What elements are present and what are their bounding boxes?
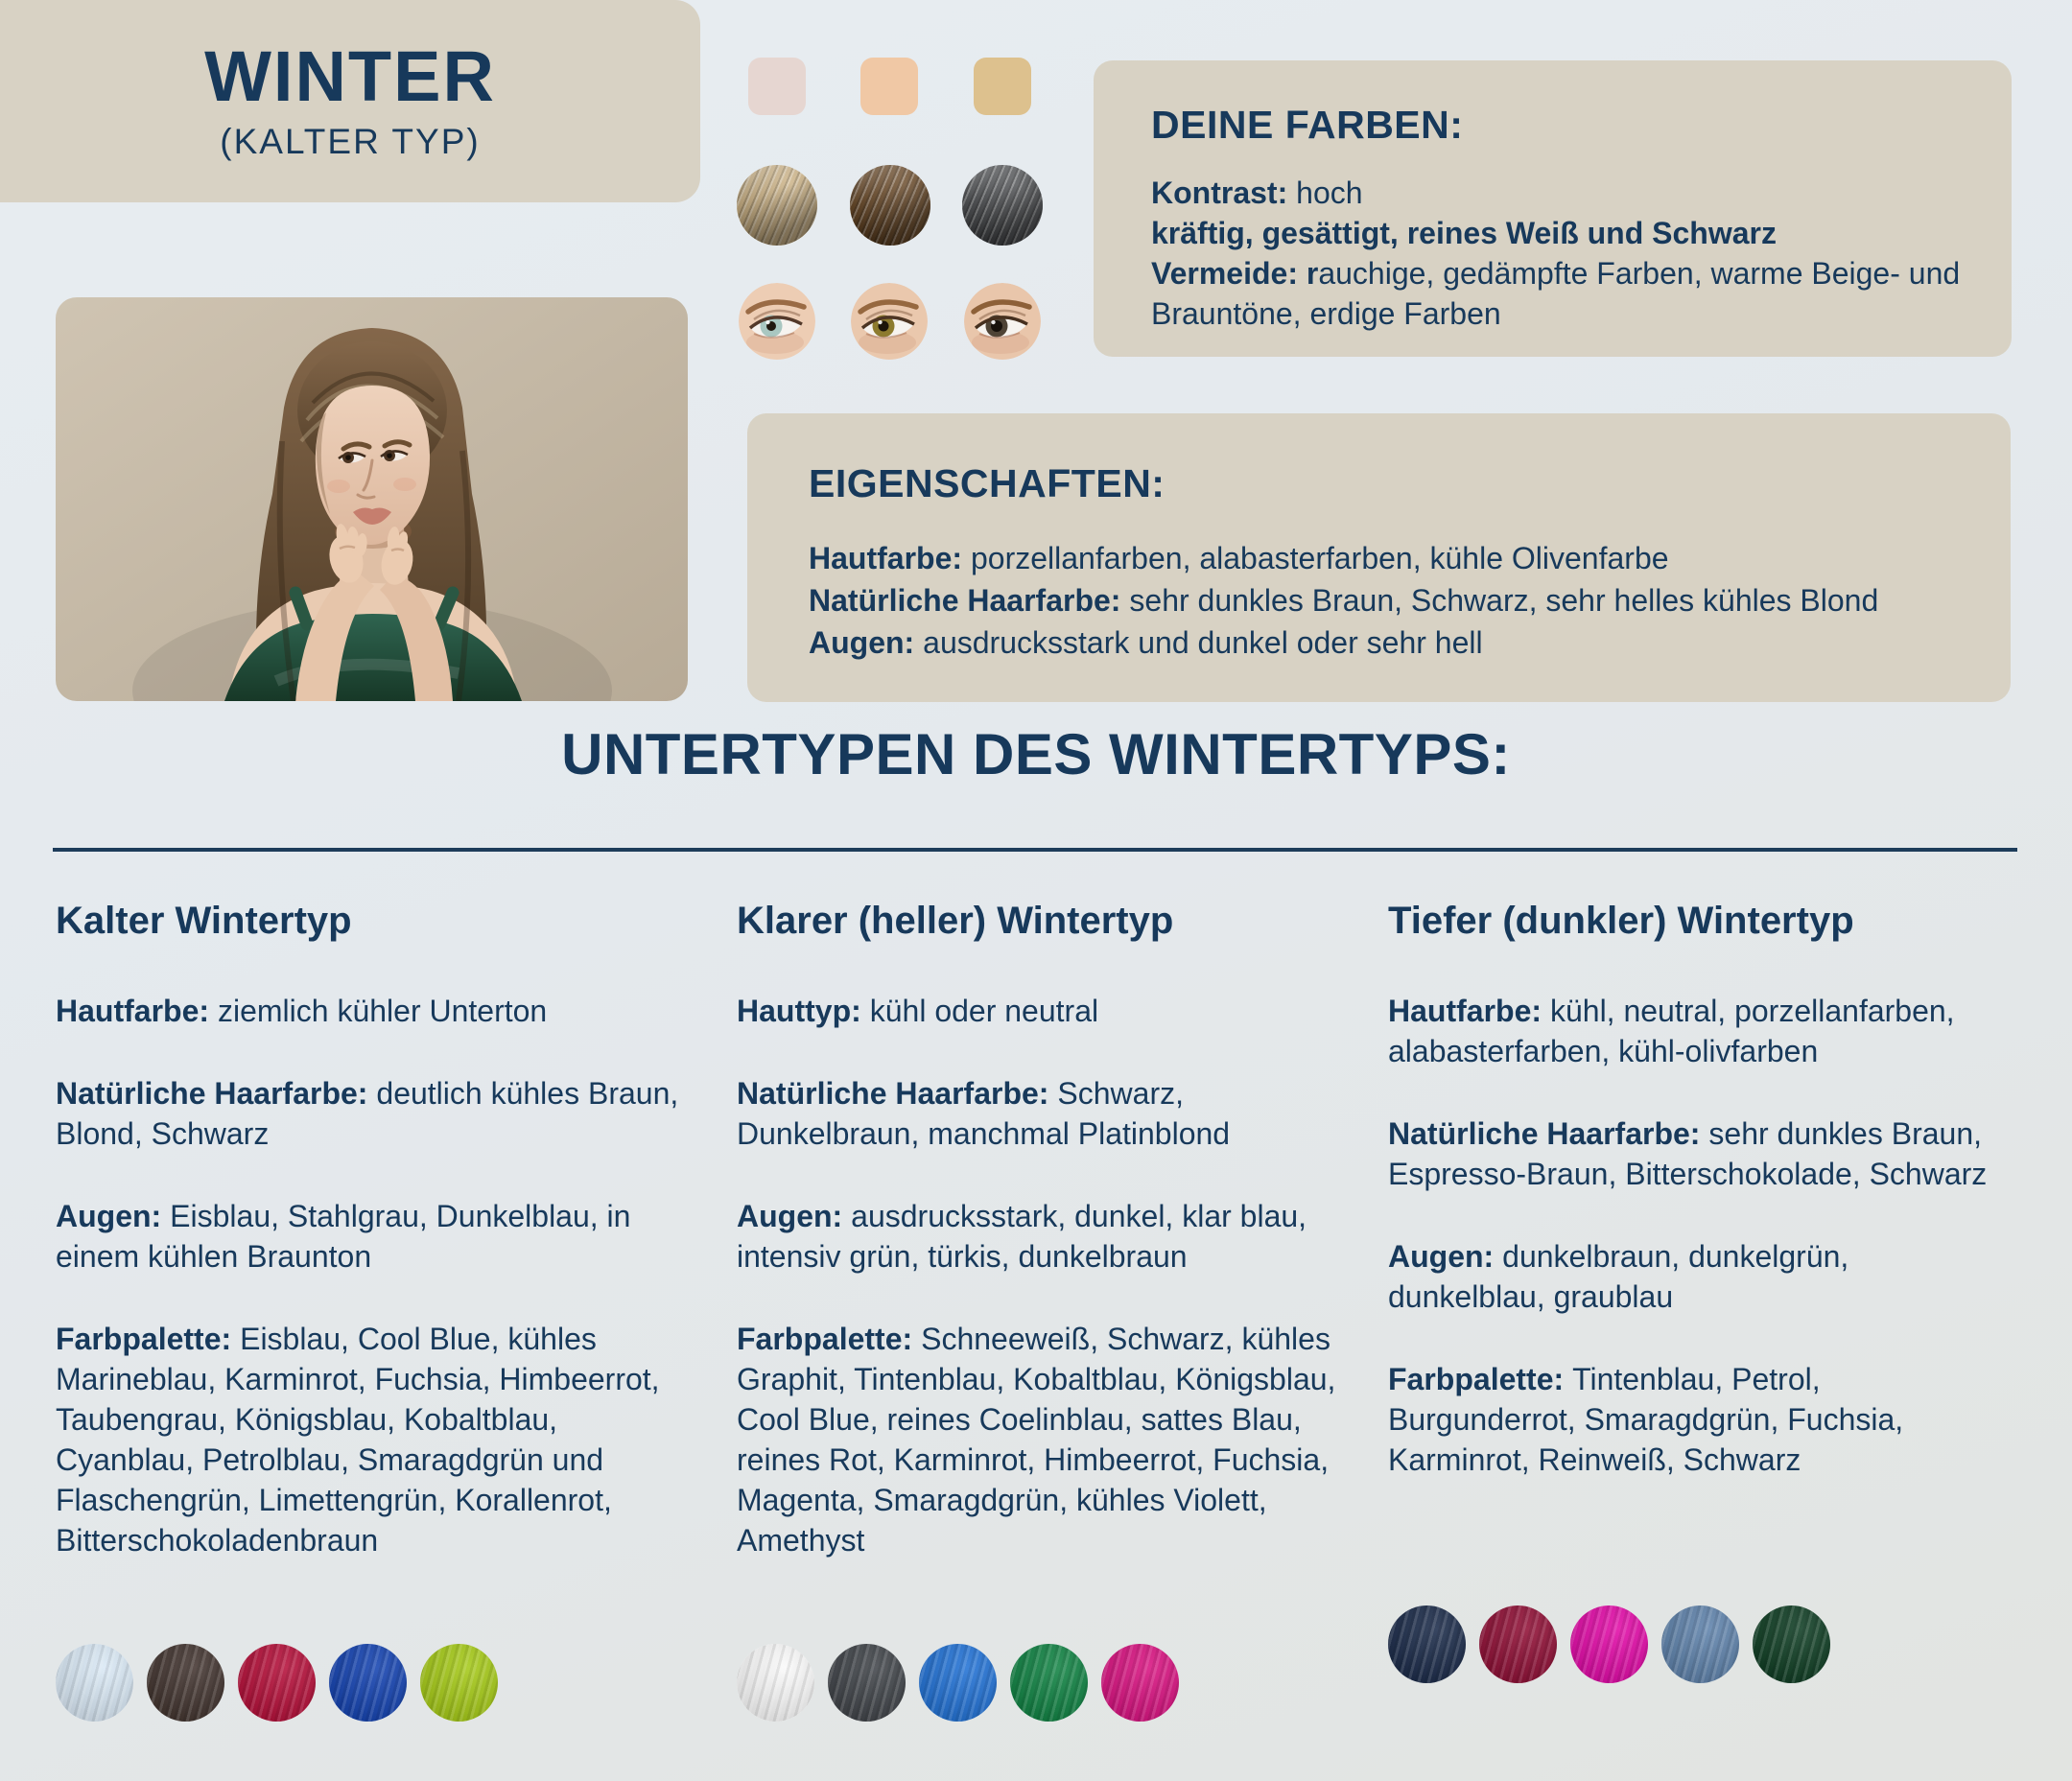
palette-swatch-tintenblau (1388, 1605, 1466, 1683)
section-heading: UNTERTYPEN DES WINTERTYPS: (561, 722, 1511, 786)
subtype-title: Tiefer (dunkler) Wintertyp (1388, 900, 1854, 942)
subtype-row: Natürliche Haarfarbe: Schwarz, Dunkelbraun, manchmal Platinblond (737, 1076, 1231, 1151)
palette-swatch-flaschengruen (1753, 1605, 1830, 1683)
palette-swatch-graublau (1661, 1605, 1739, 1683)
eigenschaft-row: Augen: ausdrucksstark und dunkel oder sehr hell (809, 625, 1483, 660)
eye-swatch-hazel (851, 283, 928, 360)
deine-farben-title: DEINE FARBEN: (1151, 103, 1464, 147)
hair-swatch-black (962, 165, 1043, 246)
hair-swatch-blond (737, 165, 817, 246)
skin-swatch-porcelain (748, 58, 806, 115)
subtype-column-kalter (56, 900, 689, 1603)
palette-swatch-graphit (828, 1644, 906, 1722)
palette-swatch-smaragdgruen (1010, 1644, 1088, 1722)
subtype-row: Hauttyp: kühl oder neutral (737, 994, 1099, 1028)
type-title-card (0, 0, 700, 202)
palette-row-klarer (737, 1644, 1179, 1722)
page-subtitle: (KALTER TYP) (220, 121, 481, 161)
subtype-row: Augen: dunkelbraun, dunkelgrün, dunkelblau, graublau (1388, 1239, 1849, 1314)
palette-swatch-bitterschokolade (147, 1644, 224, 1722)
palette-swatch-fuchsia (1570, 1605, 1648, 1683)
hair-swatch-brown (850, 165, 930, 246)
eigenschaft-row: Hautfarbe: porzellanfarben, alabasterfarben, kühle Olivenfarbe (809, 541, 1669, 575)
skin-swatch-tan (974, 58, 1031, 115)
palette-swatch-burgunderrot (1479, 1605, 1557, 1683)
subtype-column-klarer (737, 900, 1370, 1603)
eigenschaften-body (809, 537, 1966, 664)
palette-swatch-kobaltblau (919, 1644, 997, 1722)
subtype-row: Farbpalette: Schneeweiß, Schwarz, kühles Graphit, Tintenblau, Kobaltblau, Königsblau, Cool Blue, reines Coelinblau, sattes Blau, reines Rot, Karminrot, Himbeerrot, Fuchsia, Magenta, Smaragdgrün, kühles Violett, Amethyst (737, 1322, 1336, 1558)
kontrast-line: Kontrast: hoch (1151, 176, 1363, 210)
eigenschaften-title: EIGENSCHAFTEN: (809, 461, 1166, 505)
eigenschaften-card (747, 413, 2011, 702)
palette-swatch-koenigsblau (329, 1644, 407, 1722)
palette-swatch-limettengruen (420, 1644, 498, 1722)
deine-farben-body (1151, 173, 1964, 334)
eigenschaft-row: Natürliche Haarfarbe: sehr dunkles Braun, Schwarz, sehr helles kühles Blond (809, 583, 1879, 618)
page-title: WINTER (204, 35, 496, 116)
portrait-illustration (56, 297, 688, 701)
palette-swatch-karminrot (238, 1644, 316, 1722)
subtype-row: Natürliche Haarfarbe: deutlich kühles Braun, Blond, Schwarz (56, 1076, 679, 1151)
subtype-column-tiefer (1388, 900, 2012, 1522)
subtype-title: Kalter Wintertyp (56, 900, 352, 942)
subtype-row: Natürliche Haarfarbe: sehr dunkles Braun, Espresso-Braun, Bitterschokolade, Schwarz (1388, 1116, 1988, 1191)
subtype-row: Augen: ausdrucksstark, dunkel, klar blau, intensiv grün, türkis, dunkelbraun (737, 1199, 1307, 1274)
subtype-row: Hautfarbe: kühl, neutral, porzellanfarben, alabasterfarben, kühl-olivfarben (1388, 994, 1955, 1068)
palette-swatch-eisblau (56, 1644, 133, 1722)
subtype-title: Klarer (heller) Wintertyp (737, 900, 1174, 942)
model-photo (56, 297, 688, 701)
subtype-row: Hautfarbe: ziemlich kühler Unterton (56, 994, 548, 1028)
palette-row-kalter (56, 1644, 498, 1722)
eye-swatch-dark-brown (964, 283, 1041, 360)
subtype-row: Farbpalette: Eisblau, Cool Blue, kühles Marineblau, Karminrot, Fuchsia, Himbeerrot, Taubengrau, Königsblau, Kobaltblau, Cyanblau, Petrolblau, Smaragdgrün und Flaschengrün, Limettengrün, Korallenrot, Bitterschokoladenbraun (56, 1322, 660, 1558)
deine-farben-card (1094, 60, 2012, 357)
vermeide-line: Vermeide: rauchige, gedämpfte Farben, warme Beige- und Brauntöne, erdige Farben (1151, 256, 1961, 331)
eye-swatch-ice-blue (739, 283, 815, 360)
farben-bold-line: kräftig, gesättigt, reines Weiß und Schwarz (1151, 216, 1777, 250)
palette-swatch-magenta (1101, 1644, 1179, 1722)
subtype-row: Augen: Eisblau, Stahlgrau, Dunkelblau, in einem kühlen Braunton (56, 1199, 631, 1274)
section-divider (53, 848, 2017, 852)
palette-swatch-schneeweiss (737, 1644, 814, 1722)
skin-swatch-peach (860, 58, 918, 115)
subtype-row: Farbpalette: Tintenblau, Petrol, Burgunderrot, Smaragdgrün, Fuchsia, Karminrot, Reinweiß, Schwarz (1388, 1362, 1904, 1477)
palette-row-tiefer (1388, 1605, 1830, 1683)
